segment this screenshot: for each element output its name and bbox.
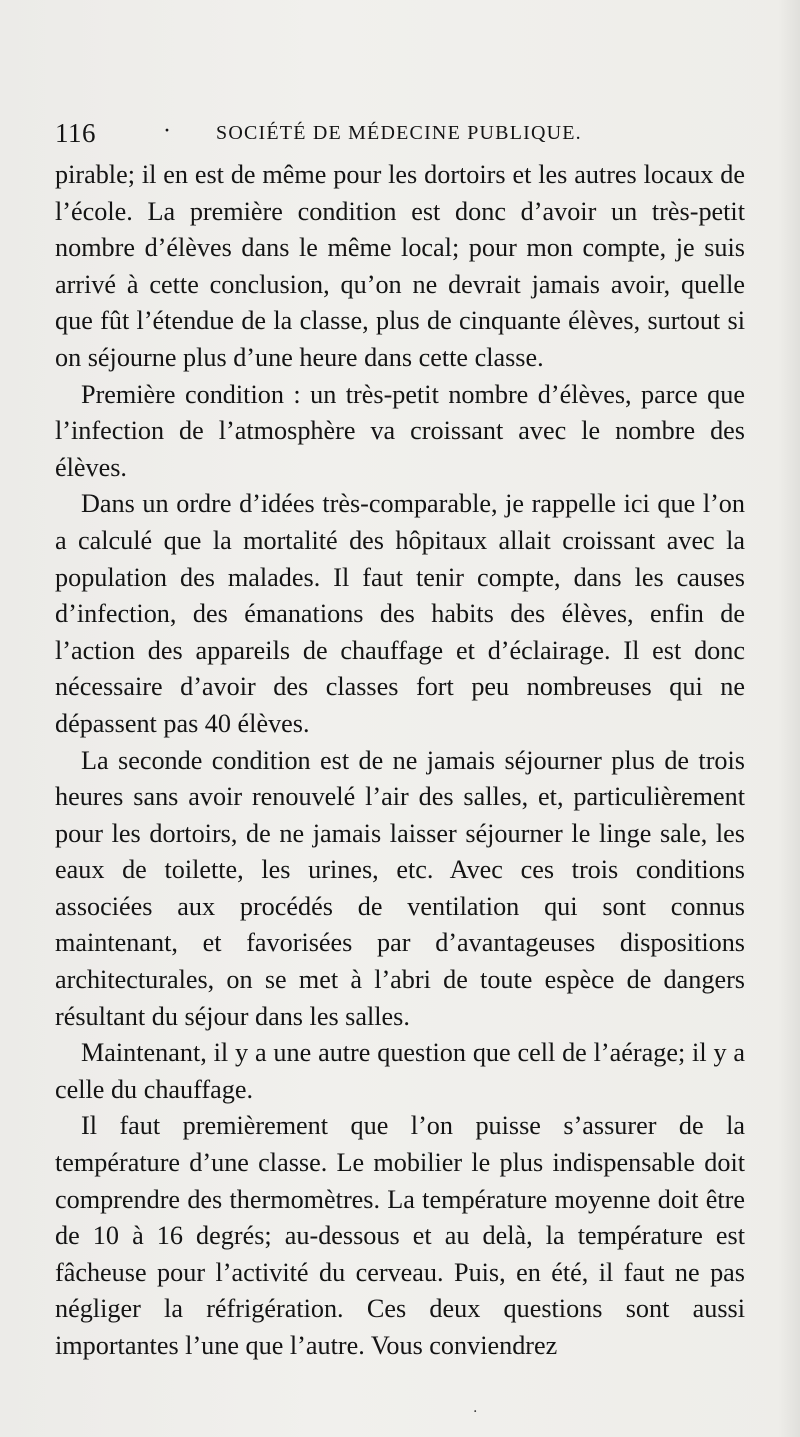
paragraph: Il faut premièrement que l’on puisse s’assurer de la température d’une classe. Le mobilier le plus indispensable doit comprendre des thermomètres. La température moyenne doit être de 10 à 16 degrés; au-dessous et au delà, la température est fâcheuse pour l’activité du cerveau. Puis, en été, il faut ne pas négliger la réfrigération. Ces deux questions sont aussi importantes l’une que l’autre. Vous conviendrez	[55, 1111, 745, 1360]
header-title: SOCIÉTÉ DE MÉDECINE PUBLIQUE.	[216, 122, 582, 144]
paragraph: Dans un ordre d’idées très-comparable, je rappelle ici que l’on a calculé que la mortalité des hôpitaux allait croissant avec la population des malades. Il faut tenir compte, dans les causes d’infection, des émanations des habits des élèves, enfin de l’action des appareils de chauffage et d’éclairage. Il est donc nécessaire d’avoir des classes fort peu nombreuses qui ne dépassent pas 40 élèves.	[55, 489, 745, 738]
paragraph: pirable; il en est de même pour les dortoirs et les autres locaux de l’école. La première condition est donc d’avoir un très-petit nombre d’élèves dans le même local; pour mon compte, je suis arrivé à cette conclusion, qu’on ne devrait jamais avoir, quelle que fût l’étendue de la classe, plus de cinquante élèves, surtout si on séjourne plus d’une heure dans cette classe.	[55, 160, 745, 372]
body-text	[55, 157, 745, 1365]
page-number: 116	[55, 118, 96, 148]
footer-mark: ·	[473, 1404, 478, 1420]
paragraph: Première condition : un très-petit nombre d’élèves, parce que l’infection de l’atmosphère va croissant avec le nombre des élèves.	[55, 379, 745, 482]
page-edge-shadow	[778, 0, 800, 1437]
header-separator: ·	[163, 118, 171, 144]
running-head	[55, 118, 745, 154]
paragraph: Maintenant, il y a une autre question que cell de l’aérage; il y a celle du chauffage.	[55, 1038, 745, 1104]
paragraph: La seconde condition est de ne jamais séjourner plus de trois heures sans avoir renouvelé l’air des salles, et, particulièrement pour les dortoirs, de ne jamais laisser séjourner le linge sale, les eaux de toilette, les urines, etc. Avec ces trois conditions associées aux procédés de ventilation qui sont connus maintenant, et favorisées par d’avantageuses dispositions architecturales, on se met à l’abri de toute espèce de dangers résultant du séjour dans les salles.	[55, 745, 745, 1031]
